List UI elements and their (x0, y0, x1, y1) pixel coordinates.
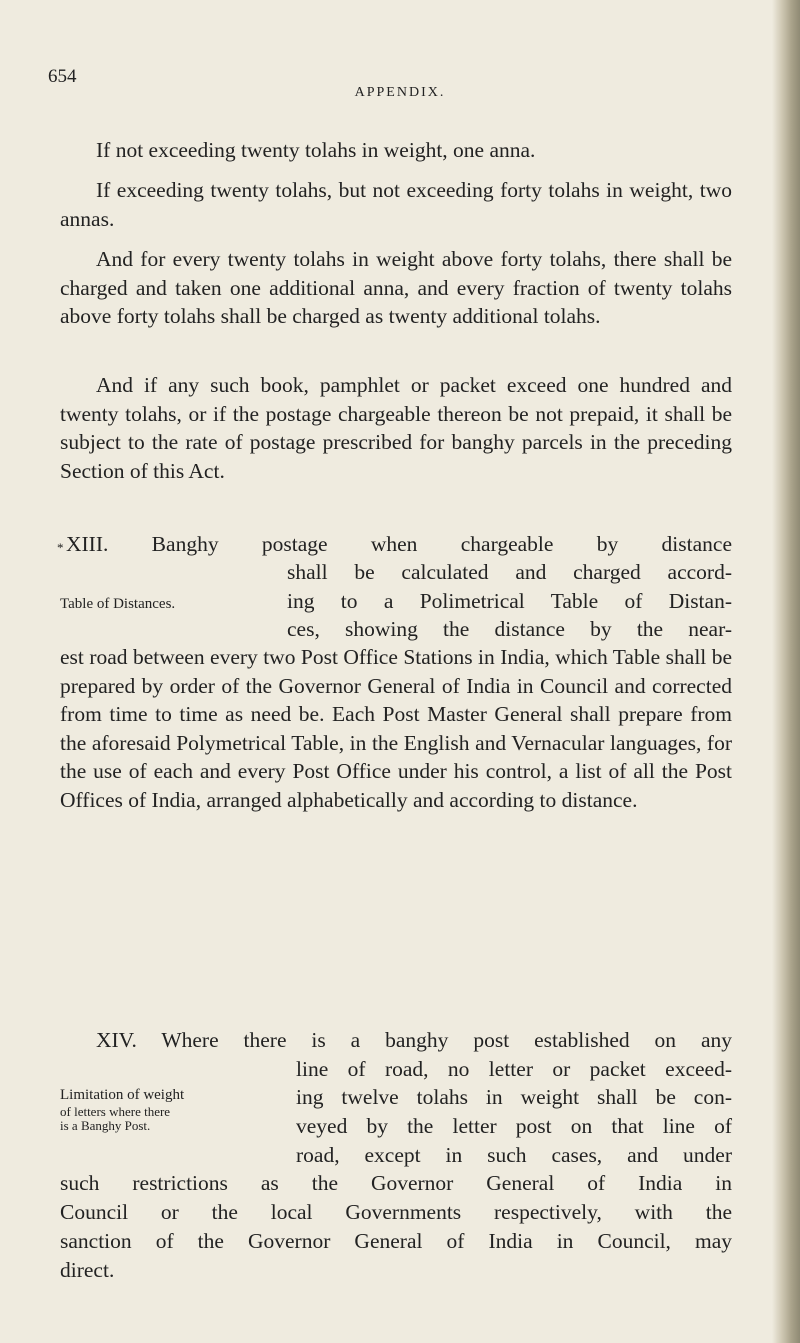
page-number: 654 (48, 66, 77, 87)
section-xiii-line-1: XIII. Banghy postage when chargeable by distance (66, 532, 732, 556)
paragraph-banghy-rate: And if any such book, pamphlet or packet exceed one hundred and twenty tolahs, or if the postage chargeable thereon be not prepaid, it shall be subject to the rate of postage prescribed for banghy parcels in the preceding Section of this Act. (60, 373, 732, 483)
paragraph-two-annas: If exceeding twenty tolahs, but not exceeding forty tolahs in weight, two annas. (60, 178, 732, 231)
section-xiv-line-3: ing twelve tolahs in weight shall be con- (296, 1085, 732, 1109)
section-xiv-line-6: such restrictions as the Governor General of India in (60, 1171, 732, 1195)
sidenote-limitation-line-1: Limitation of weight (60, 1087, 185, 1103)
section-xiii-body: est road between every two Post Office Stations in India, which Table shall be prepared by order of the Governor General of India in Council and corrected from time to time as need be. Each Post Master General shall prepare from the aforesaid Polymetrical Table, in the English and Vernacular languages, for the use of each and every Post Office under his control, a list of all the Post Offices of India, arranged alphabetically and according to distance. (60, 645, 732, 812)
paragraph-additional-anna: And for every twenty tolahs in weight above forty tolahs, there shall be charged and taken one additional anna, and every fraction of twenty tolahs above forty tolahs shall be charged as twenty additional tolahs. (60, 247, 732, 328)
section-xiii-line-2: shall be calculated and charged accord- (287, 560, 732, 584)
section-xiv-line-9: direct. (60, 1258, 115, 1282)
section-xiv-line-7: Council or the local Governments respectively, with the (60, 1200, 732, 1224)
section-xiv-line-5: road, except in such cases, and under (296, 1143, 732, 1167)
sidenote-limitation-line-3: is a Banghy Post. (60, 1118, 151, 1133)
footnote-mark: * (57, 540, 64, 555)
section-xiv-line-1: XIV. Where there is a banghy post established on any (96, 1028, 732, 1052)
section-xiv-line-8: sanction of the Governor General of India in Council, may (60, 1229, 732, 1253)
section-xiii-line-3: ing to a Polimetrical Table of Distan- (287, 589, 732, 613)
sidenote-limitation-line-2: of letters where there (60, 1104, 171, 1119)
paragraph-one-anna: If not exceeding twenty tolahs in weight, one anna. (96, 138, 536, 162)
sidenote-table-of-distances: Table of Distances. (60, 596, 176, 612)
section-xiv-line-2: line of road, no letter or packet exceed- (296, 1057, 732, 1081)
running-head: APPENDIX. (354, 85, 446, 100)
page-edge-shadow (772, 0, 800, 1343)
section-xiii-line-4: ces, showing the distance by the near- (287, 617, 732, 641)
section-xiv-line-4: veyed by the letter post on that line of (296, 1114, 732, 1138)
